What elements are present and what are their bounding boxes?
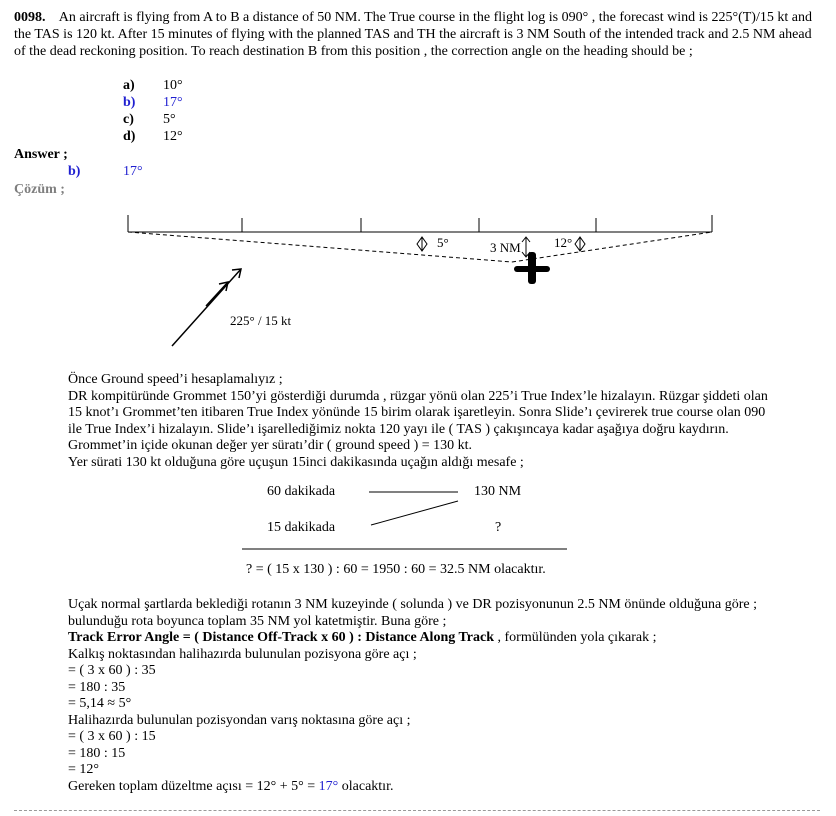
solution-paragraph-2 <box>68 597 828 795</box>
option-value: 12° <box>163 129 183 144</box>
solution-line: Halihazırda bulunulan pozisyondan varış noktasına göre açı ; <box>68 712 411 728</box>
offset-label: 3 NM <box>490 240 521 255</box>
option-value: 17° <box>163 95 183 110</box>
option-letter: d) <box>123 129 136 144</box>
solution-line: Yer sürati 130 kt olduğuna göre uçuşun 15inci dakikasında uçağın aldığı mesafe ; <box>68 454 524 470</box>
solution-line: Önce Ground speed’i hesaplamalıyız ; <box>68 372 283 387</box>
solution-line: Uçak normal şartlarda beklediği rotanın 3 NM kuzeyinde ( solunda ) ve DR pozisyonunun 2.5 NM önünde olduğuna göre ; <box>68 597 757 612</box>
solution-line: ile True Index’i hizalayın. Slide’ı işarellediğimiz nokta 120 yayı ile ( TAS ) çakışıncaya kadar aşağıya doğru kaydırın. <box>68 421 729 437</box>
angle-right-label: 12° <box>554 235 573 250</box>
option-value: 10° <box>163 78 183 93</box>
question-text: An aircraft is flying from A to B a distance of 50 NM. The True course in the flight log is 090° , the forecast wind is 225°(T)/15 kt and the TAS is 120 kt. After 15 minutes of flying with the planned TAS and TH the aircraft is 3 NM South of the intended track and 2.5 NM ahead of the dead reckoning position. To reach destination B from this position , the correction angle on the heading should be ; <box>14 10 812 59</box>
angle-left-label: 5° <box>437 235 449 250</box>
proportion-result: ? = ( 15 x 130 ) : 60 = 1950 : 60 = 32.5 NM olacaktır. <box>246 562 546 577</box>
option-letter: c) <box>123 112 134 127</box>
answer-letter: b) <box>68 164 81 179</box>
solution-line: = ( 3 x 60 ) : 35 <box>68 663 156 678</box>
solution-label: Çözüm ; <box>14 182 65 197</box>
solution-line: = 5,14 ≈ 5° <box>68 696 132 711</box>
solution-line: = 180 : 15 <box>68 745 126 761</box>
final-value: 17° <box>318 778 339 794</box>
solution-line: = 12° <box>68 762 99 777</box>
final-suffix: olacaktır. <box>338 778 394 794</box>
proportion-row1-right: 130 NM <box>474 484 522 499</box>
option-letter: b) <box>123 95 136 110</box>
option-letter: a) <box>123 78 135 93</box>
solution-line: DR kompitüründe Grommet 150’yi gösterdiği durumda , rüzgar yönü olan 225’i True Index’le hizalayın. Rüzgar şiddeti olan <box>68 388 768 404</box>
formula-line <box>68 630 828 647</box>
solution-line: = 180 : 35 <box>68 679 126 695</box>
solution-line: = ( 3 x 60 ) : 15 <box>68 729 156 744</box>
separator-dashed <box>14 810 820 811</box>
solution-line: Kalkış noktasından halihazırda bulunulan pozisyona göre açı ; <box>68 646 417 662</box>
proportion-row2-right: ? <box>495 520 502 535</box>
question-number: 0098. <box>14 10 46 25</box>
formula-rest: , formülünden yola çıkarak ; <box>494 630 657 645</box>
proportion-row2-left: 15 dakikada <box>267 520 336 535</box>
solution-line: 15 knot’ı Grommet’ten itibaren True Index yönünde 15 birim olarak işaretleyin. Sonra Slide’ı çevirerek true course olan 090 <box>68 405 766 420</box>
proportion-line <box>371 501 458 525</box>
formula-text: Track Error Angle = ( Distance Off-Track x 60 ) : Distance Along Track <box>68 630 494 645</box>
option-value: 5° <box>163 112 176 127</box>
final-prefix: Gereken toplam düzeltme açısı = 12° + 5° = <box>68 778 319 794</box>
final-line <box>68 779 828 796</box>
proportion-row1-left: 60 dakikada <box>267 484 336 499</box>
wind-label: 225° / 15 kt <box>230 313 292 328</box>
answer-label: Answer ; <box>14 147 68 162</box>
answer-angle: 17° <box>123 164 143 179</box>
solution-line: bulunduğu rota boyunca toplam 35 NM yol katetmiştir. Buna göre ; <box>68 613 447 629</box>
solution-line: Grommet’in içide okunan değer yer süratı’dir ( ground speed ) = 130 kt. <box>68 438 473 453</box>
